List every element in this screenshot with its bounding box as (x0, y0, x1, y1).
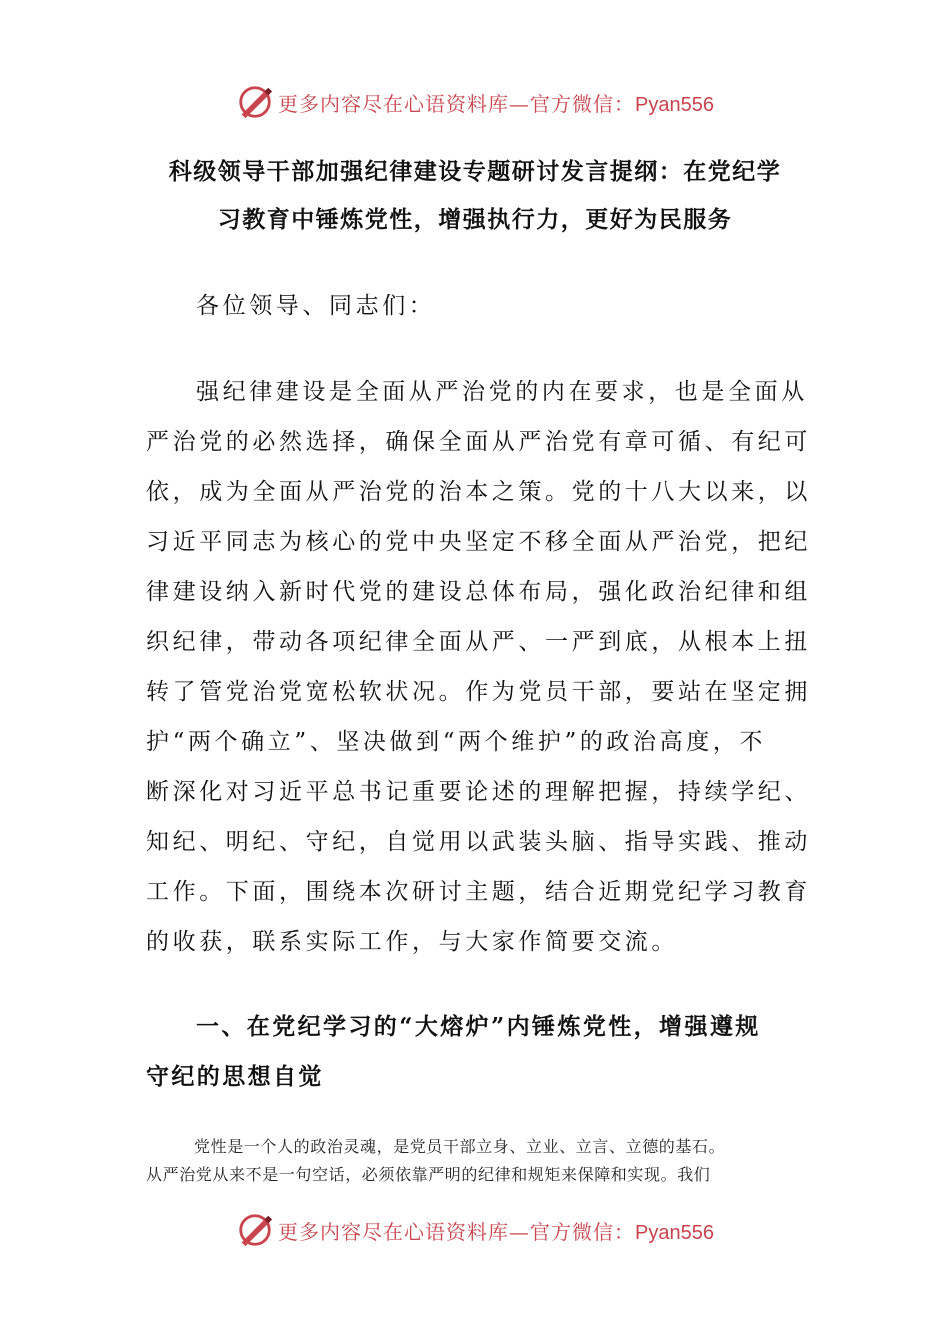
wechat-id: Pyan556 (635, 1221, 714, 1244)
intro-line: 转了管党治党宽松软状况。作为党员干部，要站在坚定拥 (146, 679, 811, 705)
wechat-id: Pyan556 (635, 93, 714, 116)
intro-line: 依，成为全面从严治党的治本之策。党的十八大以来，以 (146, 479, 811, 505)
section-paragraph-line: 从严治党从来不是一句空话，必须依靠严明的纪律和规矩来保障和实现。我们 (146, 1165, 711, 1184)
intro-line: 织纪律，带动各项纪律全面从严、一严到底，从根本上扭 (146, 629, 811, 655)
pen-logo-icon (236, 1211, 274, 1249)
pen-logo-icon (236, 83, 274, 121)
intro-line: 护“两个确立”、坚决做到“两个维护”的政治高度，不 (146, 729, 767, 755)
greeting: 各位领导、同志们： (196, 293, 436, 319)
banner-text: 更多内容尽在心语资料库—官方微信：Pyan556 (278, 91, 714, 116)
section-heading: 守纪的思想自觉 (146, 1063, 324, 1090)
section-heading: 一、在党纪学习的“大熔炉”内锤炼党性，增强遵规 (196, 1013, 761, 1040)
section-paragraph-line: 党性是一个人的政治灵魂，是党员干部立身、立业、立言、立德的基石。 (194, 1137, 726, 1156)
intro-line: 知纪、明纪、守纪，自觉用以武装头脑、指导实践、推动 (146, 829, 811, 855)
header-banner (0, 80, 950, 124)
document-title-line-1: 科级领导干部加强纪律建设专题研讨发言提纲：在党纪学 (168, 158, 782, 185)
document-title-line-2: 习教育中锤炼党性，增强执行力，更好为民服务 (217, 206, 733, 233)
intro-line: 严治党的必然选择，确保全面从严治党有章可循、有纪可 (146, 429, 811, 455)
footer-banner (0, 1208, 950, 1252)
banner-text: 更多内容尽在心语资料库—官方微信：Pyan556 (278, 1219, 714, 1244)
intro-line: 强纪律建设是全面从严治党的内在要求，也是全面从 (196, 379, 808, 405)
intro-line: 断深化对习近平总书记重要论述的理解把握，持续学纪、 (146, 779, 811, 805)
intro-line: 工作。下面，围绕本次研讨主题，结合近期党纪学习教育 (146, 879, 811, 905)
intro-line: 律建设纳入新时代党的建设总体布局，强化政治纪律和组 (146, 579, 811, 605)
intro-line: 习近平同志为核心的党中央坚定不移全面从严治党，把纪 (146, 529, 811, 555)
intro-line: 的收获，联系实际工作，与大家作简要交流。 (146, 929, 678, 955)
